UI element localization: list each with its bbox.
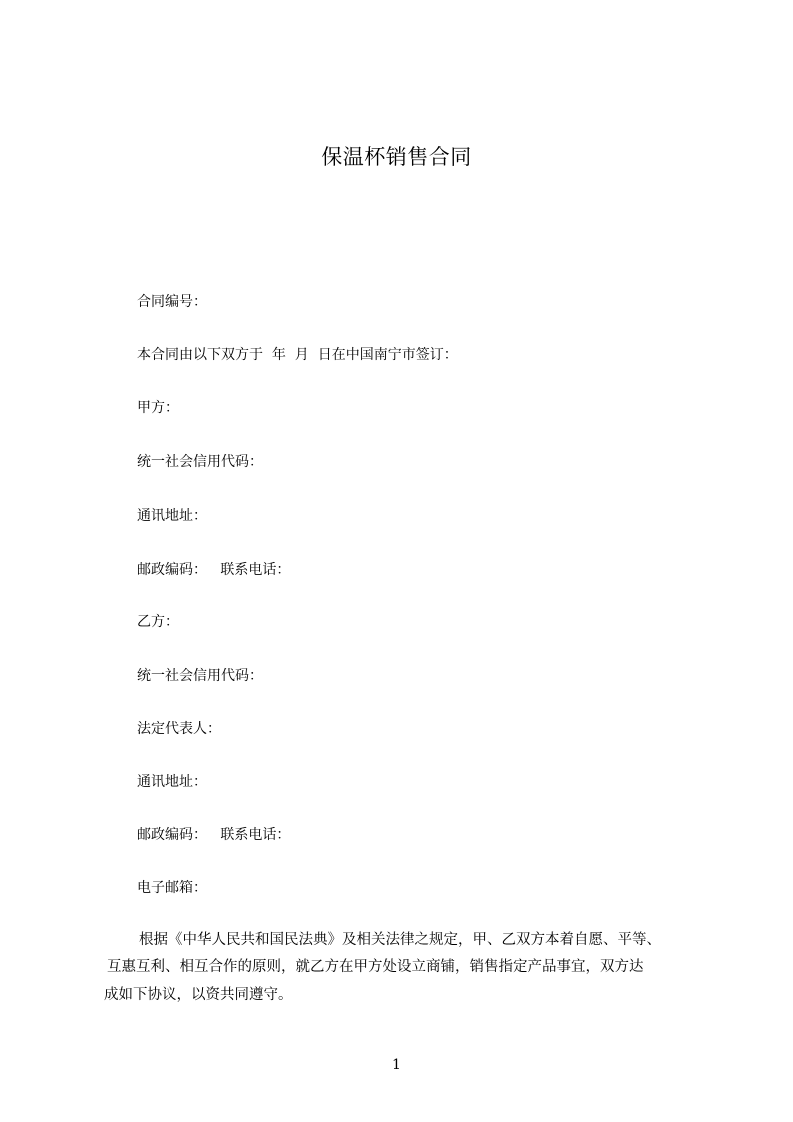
party-a-address-field: 通讯地址： bbox=[137, 508, 207, 524]
party-b-address-field: 通讯地址： bbox=[137, 774, 207, 790]
party-b-postcode-phone-field: 邮政编码： 联系电话： bbox=[137, 827, 291, 843]
party-b-legal-representative-field: 法定代表人： bbox=[137, 721, 221, 737]
party-b-email-field: 电子邮箱： bbox=[137, 880, 207, 896]
intro-paragraph-line-3: 成如下协议，以资共同遵守。 bbox=[104, 987, 293, 1003]
document-title: 保温杯销售合同 bbox=[321, 145, 472, 169]
party-b-credit-code-field: 统一社会信用代码： bbox=[137, 668, 263, 684]
party-a-label: 甲方： bbox=[137, 400, 179, 416]
party-a-postcode-phone-field: 邮政编码： 联系电话： bbox=[137, 562, 291, 578]
party-a-credit-code-field: 统一社会信用代码： bbox=[137, 454, 263, 470]
contract-number-field: 合同编号： bbox=[137, 294, 207, 310]
intro-paragraph-line-2: 互惠互利、相互合作的原则，就乙方在甲方处设立商铺，销售指定产品事宜，双方达 bbox=[107, 959, 644, 975]
party-b-label: 乙方： bbox=[137, 614, 179, 630]
intro-paragraph-line-1: 根据《中华人民共和国民法典》及相关法律之规定，甲、乙双方本着自愿、平等、 bbox=[139, 932, 661, 948]
page-number: 1 bbox=[392, 1057, 401, 1073]
signing-date-place-field: 本合同由以下双方于 年 月 日在中国南宁市签订： bbox=[137, 347, 458, 363]
